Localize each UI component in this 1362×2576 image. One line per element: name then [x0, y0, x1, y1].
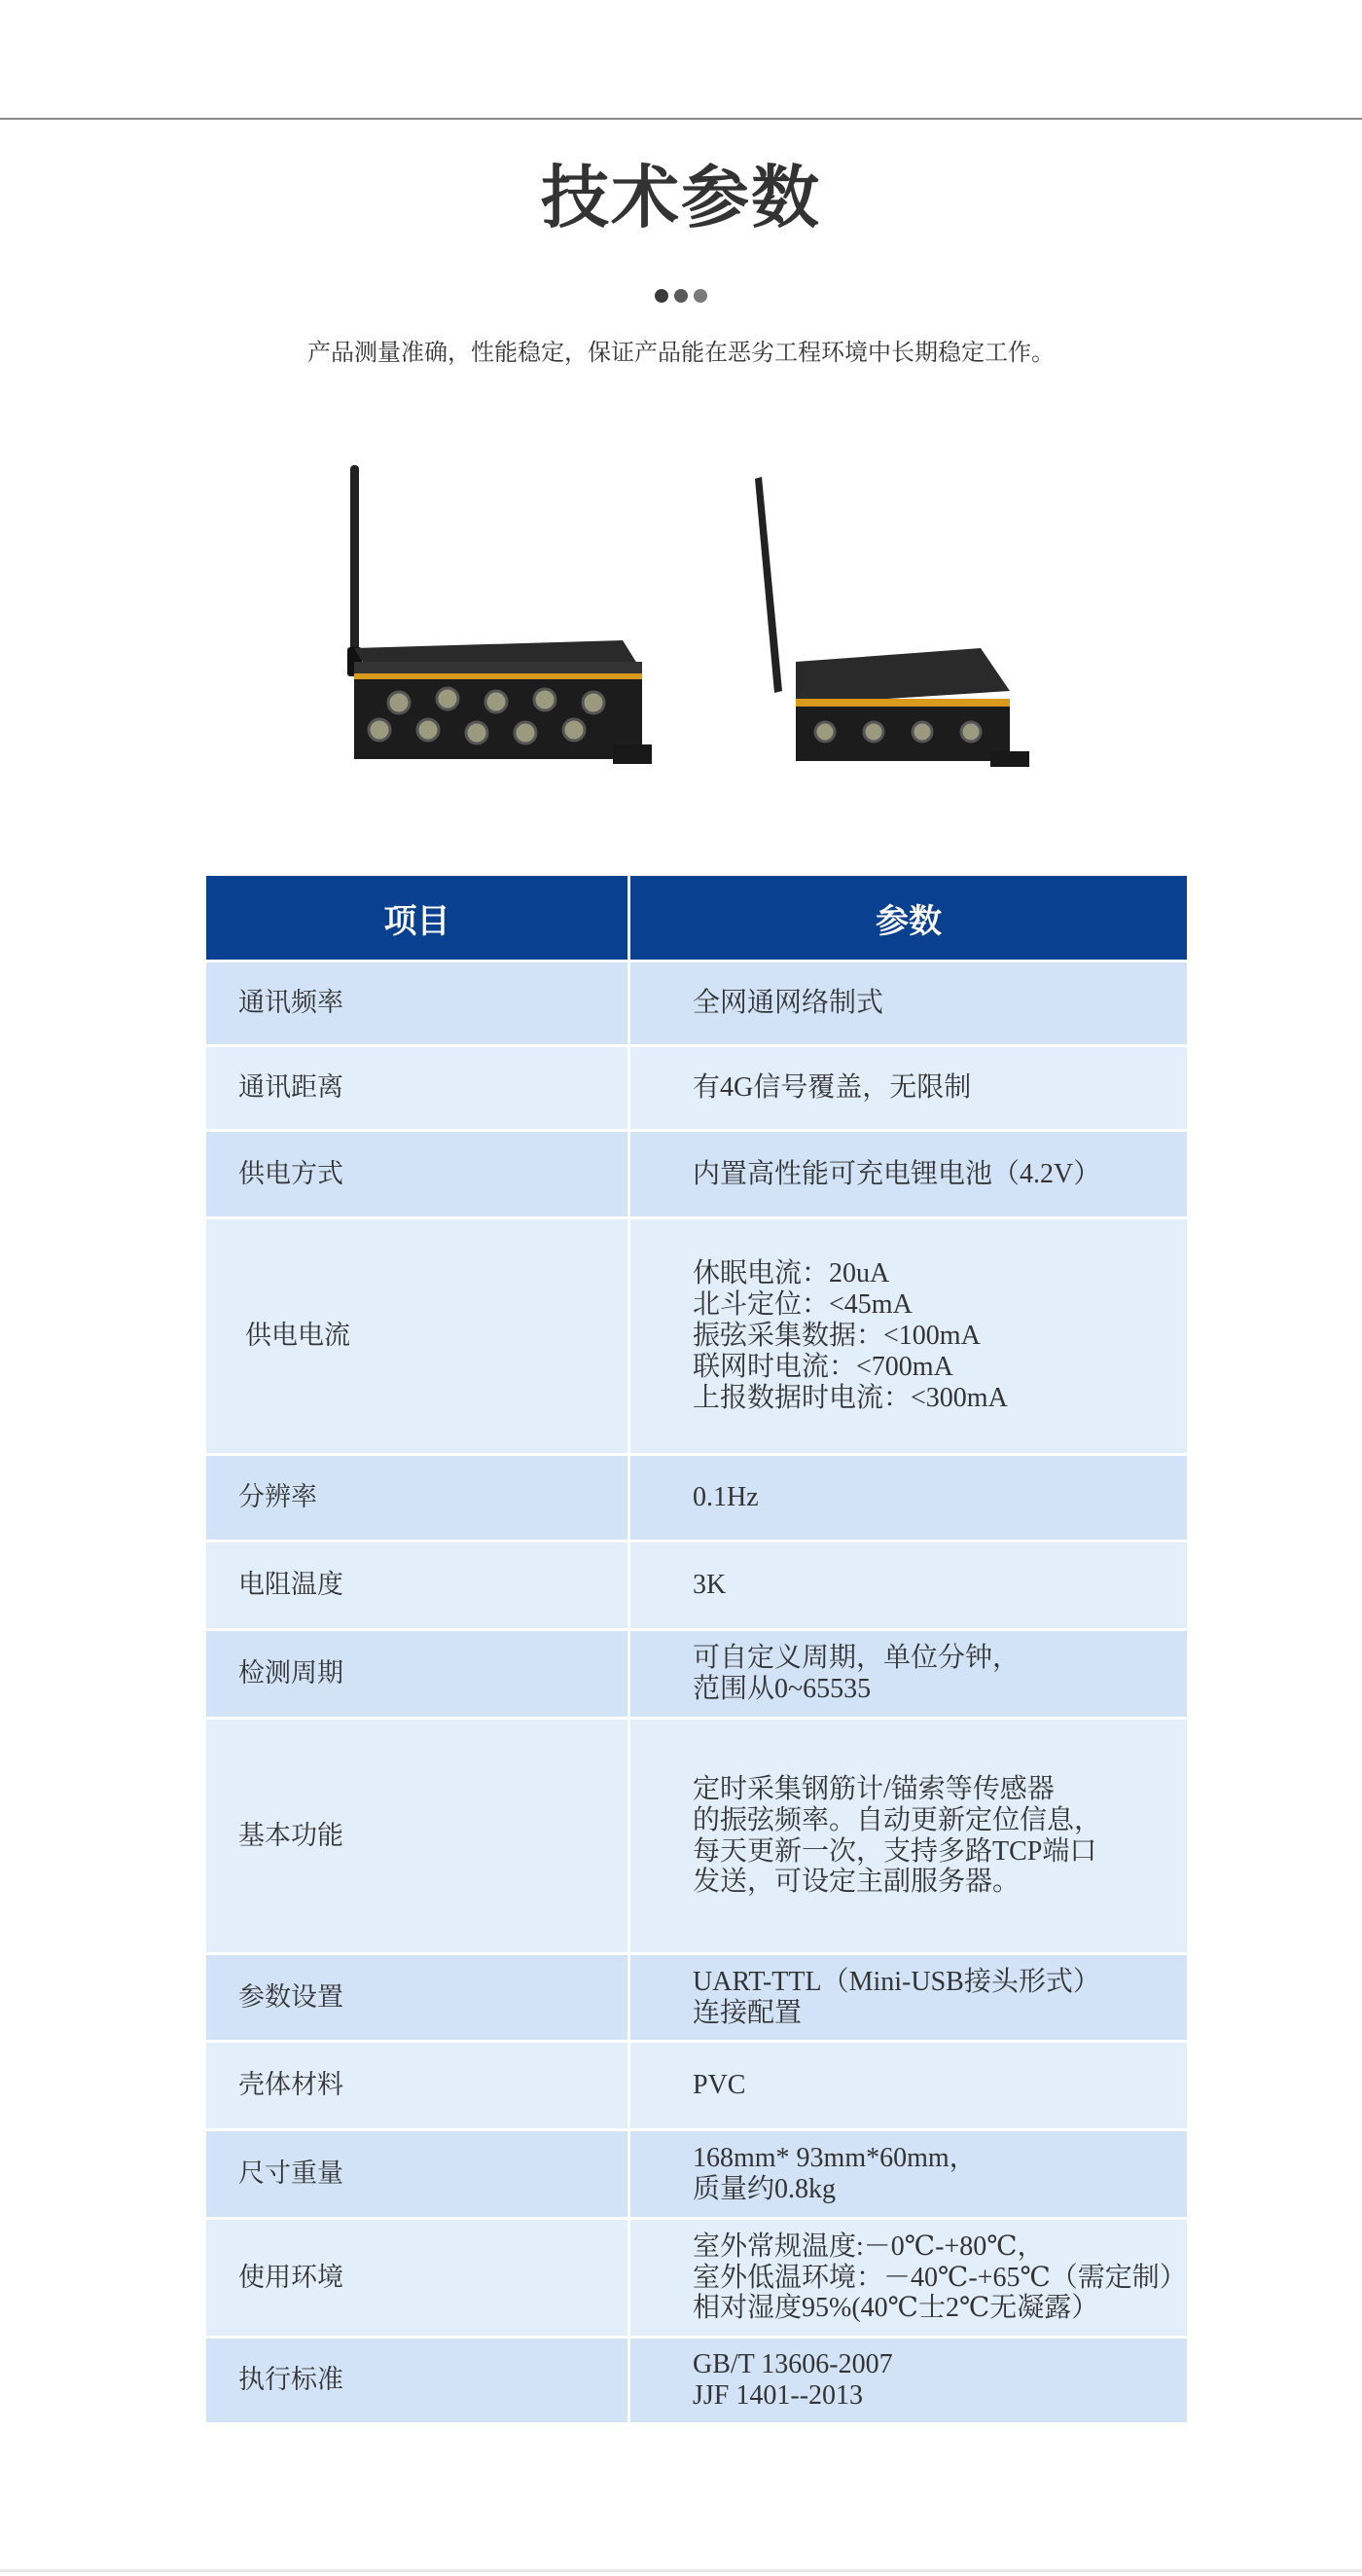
table-row — [206, 1216, 1187, 1453]
title-dots-decoration — [0, 289, 1362, 303]
table-header-row — [206, 876, 1187, 960]
row-value-line: 0.1Hz — [693, 1482, 759, 1513]
page-subtitle: 产品测量准确，性能稳定，保证产品能在恶劣工程环境中长期稳定工作。 — [307, 339, 1055, 366]
row-value-line: 室外常规温度:－0℃-+80℃， — [693, 2231, 1045, 2262]
row-item-label: 分辨率 — [206, 1453, 630, 1540]
row-item-label: 供电方式 — [206, 1129, 630, 1216]
row-value-line: 全网通网络制式 — [693, 988, 884, 1019]
table-row — [206, 1540, 1187, 1628]
page-title: 技术参数 — [541, 158, 821, 237]
row-value-line: 北斗定位：<45mA — [693, 1289, 913, 1321]
table-row — [206, 1952, 1187, 2040]
row-value — [630, 2217, 1187, 2336]
row-value — [630, 1044, 1187, 1129]
spec-table — [206, 876, 1187, 2422]
table-row — [206, 1717, 1187, 1952]
row-value-line: JJF 1401--2013 — [693, 2380, 864, 2411]
row-value-line: 联网时电流：<700mA — [693, 1351, 953, 1382]
product-image-8-port — [340, 457, 652, 788]
row-item-label: 执行标准 — [206, 2336, 630, 2422]
table-row — [206, 1129, 1187, 1216]
row-value-line: 相对湿度95%(40℃士2℃无凝露） — [693, 2293, 1099, 2324]
row-item-label: 通讯频率 — [206, 960, 630, 1044]
row-value — [630, 1952, 1187, 2040]
row-value-line: 上报数据时电流：<300mA — [693, 1382, 1008, 1413]
table-row — [206, 960, 1187, 1044]
row-item-label: 壳体材料 — [206, 2040, 630, 2128]
row-value — [630, 1540, 1187, 1628]
dot-icon — [655, 289, 668, 303]
row-value-line: 每天更新一次，支持多路TCP端口 — [693, 1835, 1097, 1867]
column-header-value: 参数 — [630, 876, 1187, 960]
row-item-label: 供电电流 — [206, 1216, 630, 1453]
row-value-line: GB/T 13606-2007 — [693, 2349, 893, 2380]
dot-icon — [694, 289, 707, 303]
row-item-label: 基本功能 — [206, 1717, 630, 1952]
row-value — [630, 1129, 1187, 1216]
table-row — [206, 2217, 1187, 2336]
row-value-line: 振弦采集数据：<100mA — [693, 1321, 981, 1352]
row-value-line: 168mm* 93mm*60mm， — [693, 2143, 977, 2174]
row-value-line: 有4G信号覆盖，无限制 — [693, 1072, 972, 1104]
row-item-label: 参数设置 — [206, 1952, 630, 2040]
row-value — [630, 2128, 1187, 2217]
row-value — [630, 960, 1187, 1044]
row-value-line: 3K — [693, 1570, 727, 1601]
row-value-line: 定时采集钢筋计/锚索等传感器 — [693, 1773, 1055, 1804]
row-value-line: 内置高性能可充电锂电池（4.2V） — [693, 1158, 1101, 1189]
row-value-line: 可自定义周期，单位分钟， — [693, 1643, 1021, 1674]
row-value — [630, 1628, 1187, 1717]
row-value-line: 室外低温环境：－40℃-+65℃（需定制） — [693, 2262, 1187, 2293]
row-item-label: 通讯距离 — [206, 1044, 630, 1129]
row-value — [630, 1717, 1187, 1952]
row-value-line: 范围从0~65535 — [693, 1674, 872, 1704]
row-value — [630, 1216, 1187, 1453]
table-row — [206, 2128, 1187, 2217]
table-row — [206, 1044, 1187, 1129]
table-row — [206, 2336, 1187, 2422]
bottom-divider — [0, 2569, 1362, 2572]
table-row — [206, 2040, 1187, 2128]
row-value-line: 连接配置 — [693, 1997, 803, 2028]
row-value — [630, 1453, 1187, 1540]
row-item-label: 使用环境 — [206, 2217, 630, 2336]
row-value-line: 发送，可设定主副服务器。 — [693, 1867, 1021, 1898]
row-value — [630, 2336, 1187, 2422]
row-item-label: 检测周期 — [206, 1628, 630, 1717]
row-item-label: 电阻温度 — [206, 1540, 630, 1628]
top-divider — [0, 118, 1362, 120]
column-header-item: 项目 — [206, 876, 630, 960]
row-item-label: 尺寸重量 — [206, 2128, 630, 2217]
row-value-line: 休眠电流：20uA — [693, 1258, 890, 1289]
row-value-line: 质量约0.8kg — [693, 2174, 837, 2204]
dot-icon — [674, 289, 688, 303]
row-value-line: PVC — [693, 2070, 746, 2101]
row-value-line: UART-TTL（Mini-USB接头形式） — [693, 1966, 1100, 1997]
row-value — [630, 2040, 1187, 2128]
product-image-4-port — [747, 467, 1039, 788]
row-value-line: 的振弦频率。自动更新定位信息， — [693, 1804, 1102, 1835]
table-row — [206, 1628, 1187, 1717]
table-row — [206, 1453, 1187, 1540]
